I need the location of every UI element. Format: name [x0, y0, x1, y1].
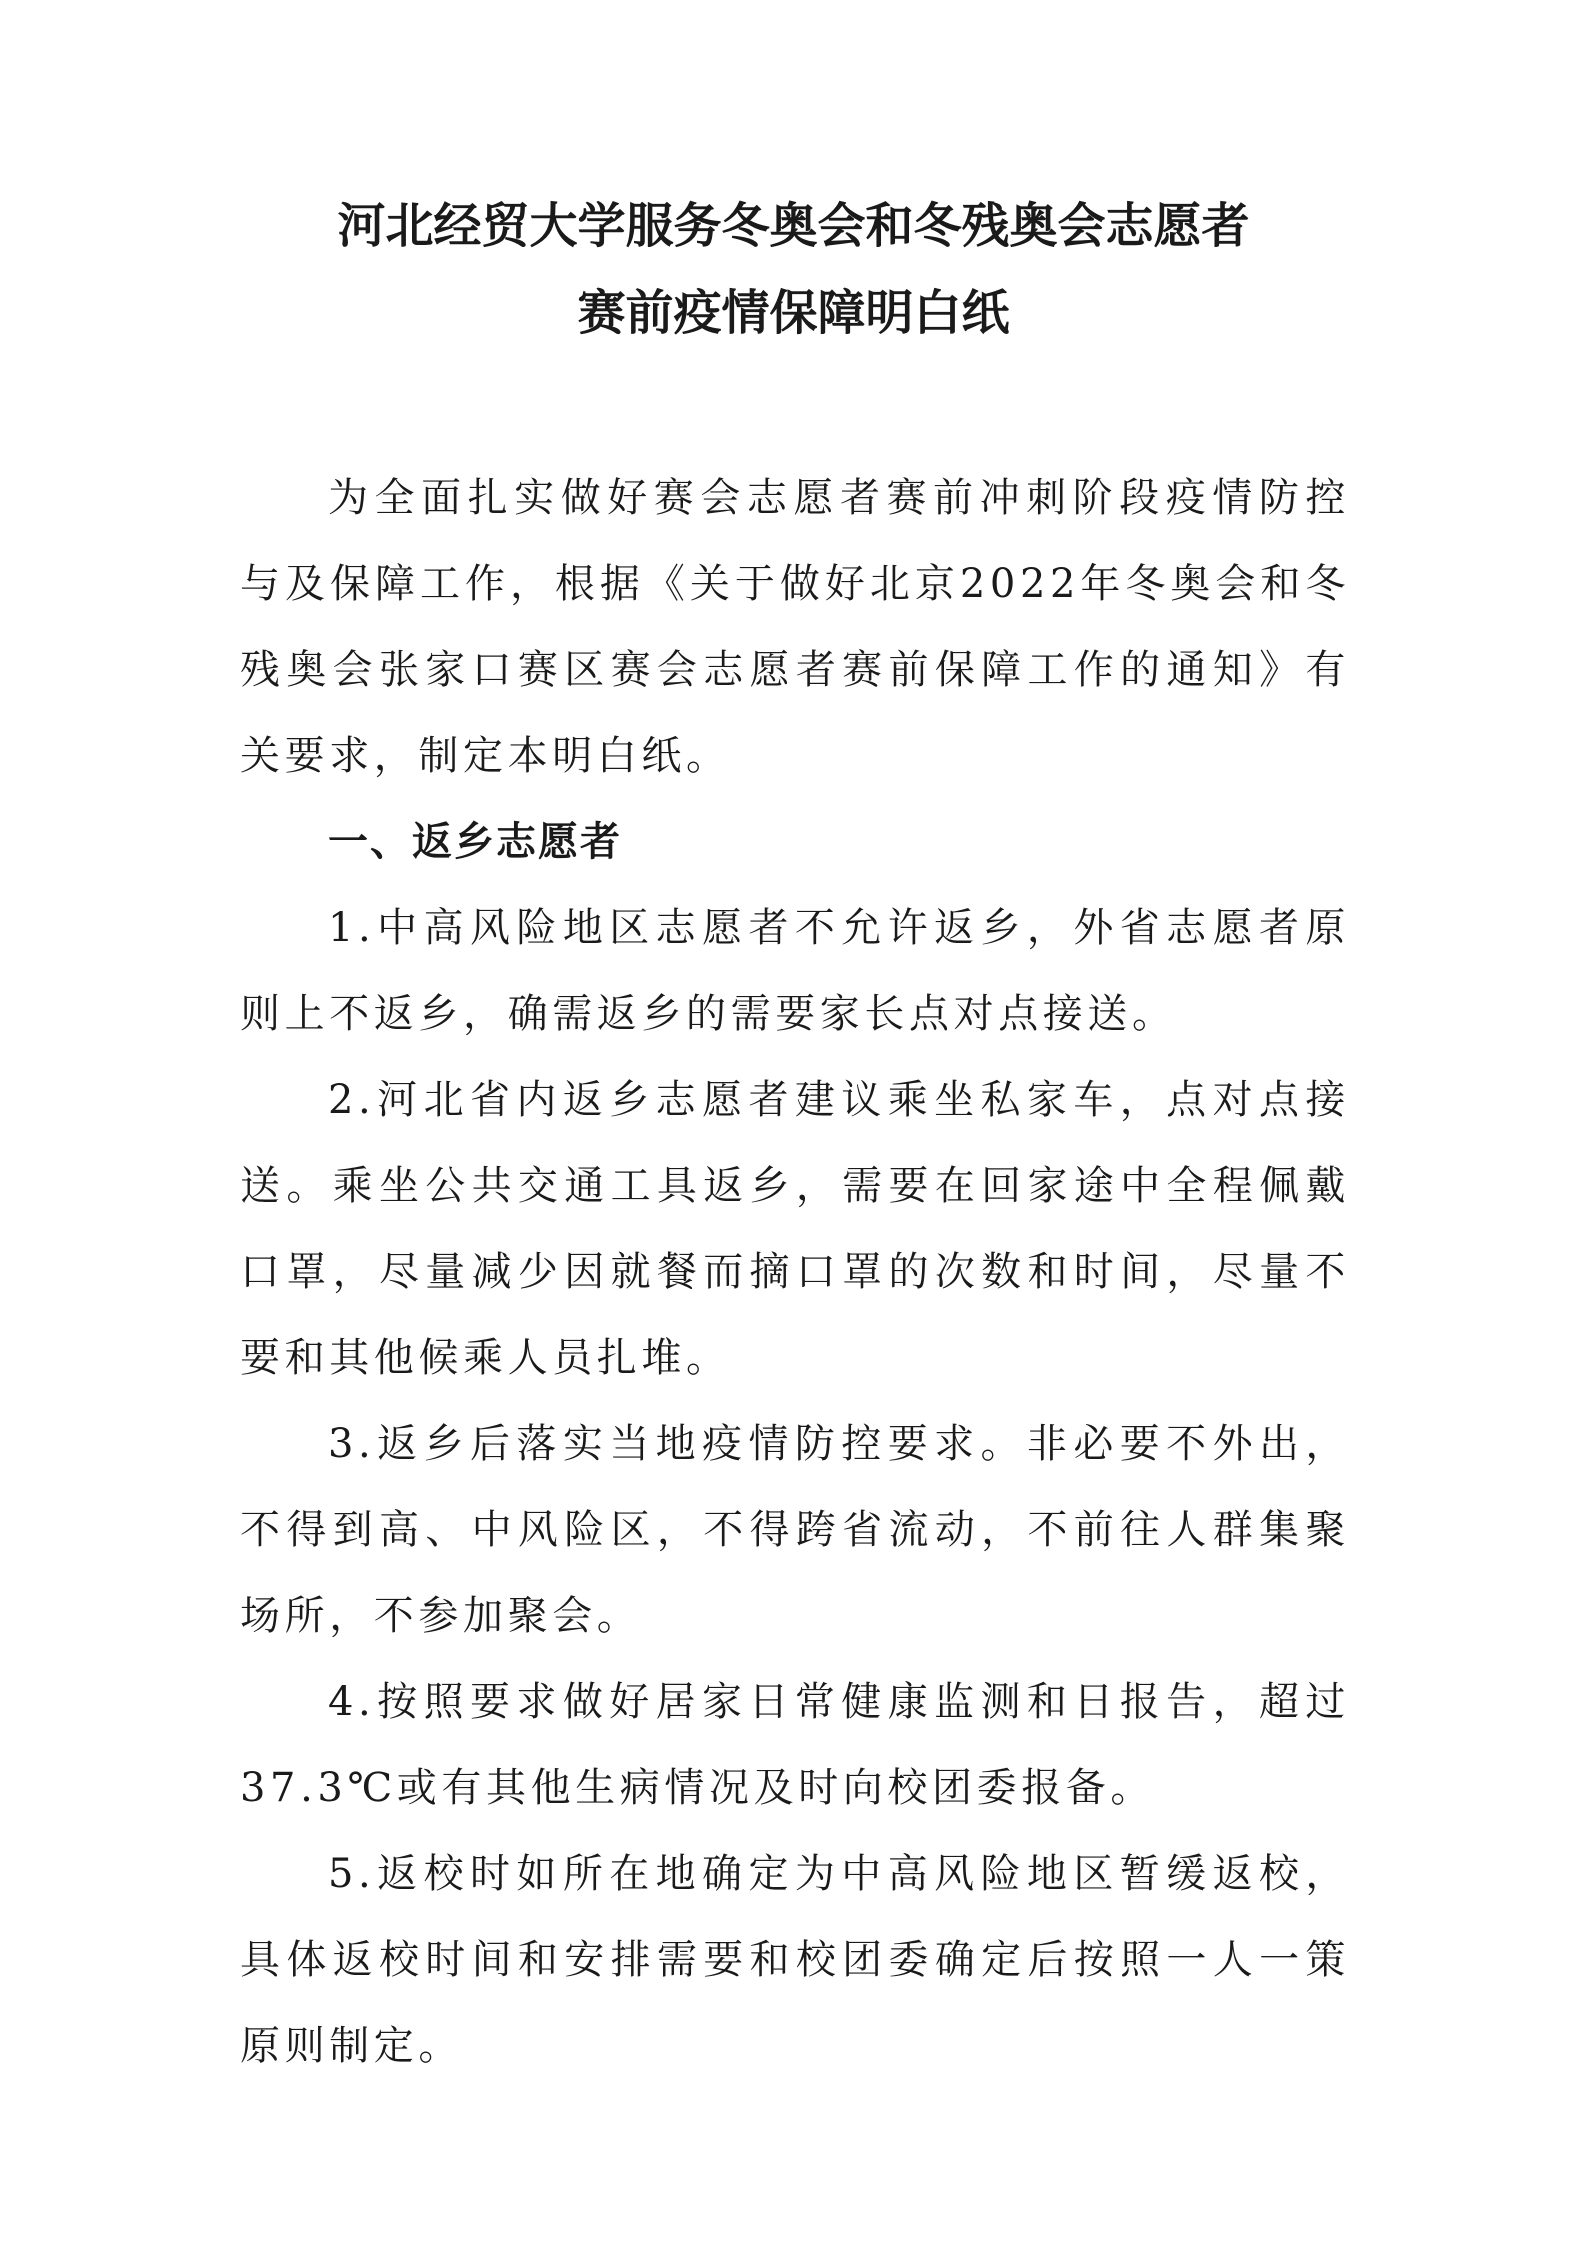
list-item-1: 1.中高风险地区志愿者不允许返乡，外省志愿者原则上不返乡，确需返乡的需要家长点对点接送。	[240, 905, 1350, 1037]
intro-paragraph: 为全面扎实做好赛会志愿者赛前冲刺阶段疫情防控与及保障工作，根据《关于做好北京2022年冬奥会和冬残奥会张家口赛区赛会志愿者赛前保障工作的通知》有关要求，制定本明白纸。	[240, 475, 1350, 779]
document-body	[240, 455, 1350, 2089]
list-item-3: 3.返乡后落实当地疫情防控要求。非必要不外出，不得到高、中风险区，不得跨省流动，不前往人群集聚场所，不参加聚会。	[240, 1421, 1350, 1639]
document-title-line1: 河北经贸大学服务冬奥会和冬残奥会志愿者	[337, 198, 1250, 254]
list-item-4: 4.按照要求做好居家日常健康监测和日报告，超过37.3℃或有其他生病情况及时向校团委报备。	[240, 1679, 1350, 1811]
list-item-2: 2.河北省内返乡志愿者建议乘坐私家车，点对点接送。乘坐公共交通工具返乡，需要在回家途中全程佩戴口罩，尽量减少因就餐而摘口罩的次数和时间，尽量不要和其他候乘人员扎堆。	[240, 1077, 1350, 1381]
section-heading: 一、返乡志愿者	[328, 819, 622, 865]
document-title-line2: 赛前疫情保障明白纸	[577, 285, 1010, 341]
list-item-5: 5.返校时如所在地确定为中高风险地区暂缓返校，具体返校时间和安排需要和校团委确定后按照一人一策原则制定。	[240, 1851, 1350, 2069]
